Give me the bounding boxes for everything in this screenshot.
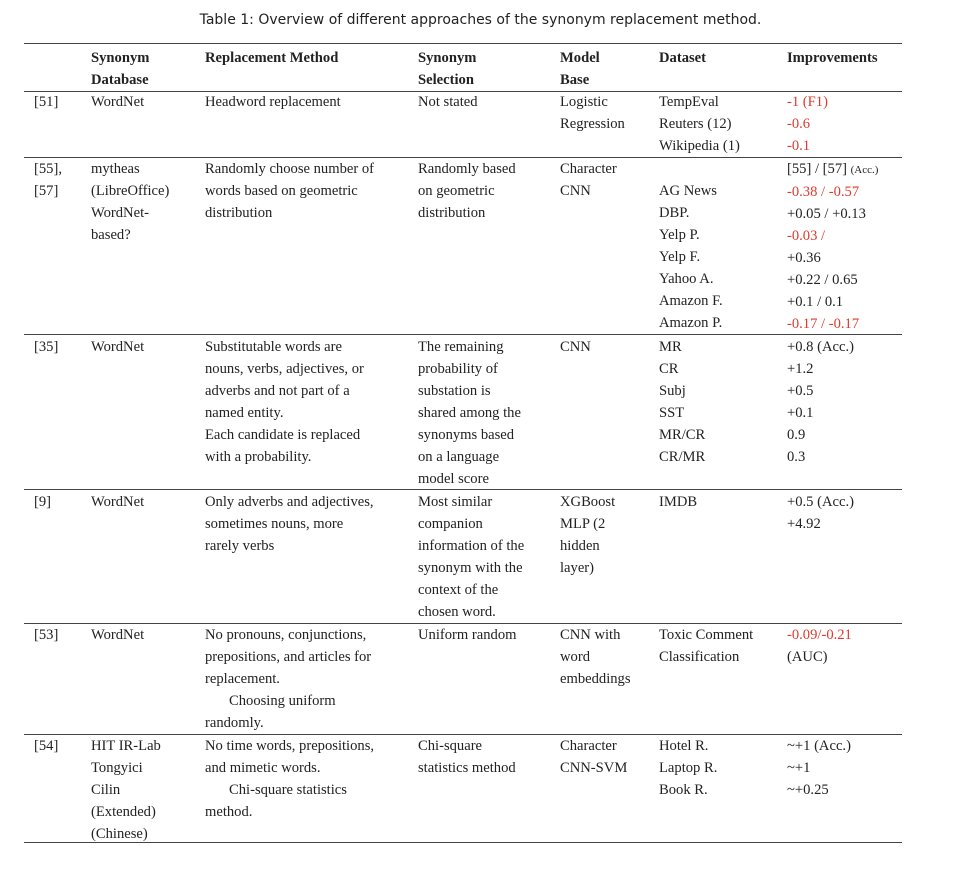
header-replacement-method: Replacement Method — [205, 50, 339, 66]
table-row-53-ref: [53] — [34, 627, 59, 643]
table-row-51-datasets: TempEval Reuters (12) Wikipedia (1) — [659, 94, 740, 154]
table-row-54-database: HIT IR-Lab Tongyici Cilin (Extended) (Chinese) — [91, 738, 161, 842]
table-row-51-improvements: -1 (F1) -0.6 -0.1 — [787, 94, 828, 154]
table-row-9-method: Only adverbs and adjectives, sometimes nouns, more rarely verbs — [205, 494, 374, 554]
rule-top — [24, 43, 902, 44]
table-row-9-improvements: +0.5 (Acc.) +4.92 — [787, 494, 854, 532]
header-dataset: Dataset — [659, 50, 707, 66]
table-row-54-ref: [54] — [34, 738, 59, 754]
table-row-55-57-ref: [55], [57] — [34, 161, 62, 199]
header-model-base: Model Base — [560, 50, 600, 88]
table-row-35-selection: The remaining probability of substation is shared among the synonyms based on a language model score — [418, 339, 521, 487]
table-row-35-datasets: MR CR Subj SST MR/CR CR/MR — [659, 339, 706, 465]
table-row-54-selection: Chi-square statistics method — [418, 738, 516, 776]
table-row-9-model: XGBoost MLP (2 hidden layer) — [560, 494, 616, 576]
table-row-35-improvements: +0.8 (Acc.) +1.2 +0.5 +0.1 0.9 0.3 — [787, 339, 854, 465]
header-synonym-database: Synonym Database — [91, 50, 150, 88]
table-row-51-database: WordNet — [91, 94, 145, 110]
table-row-51-ref: [51] — [34, 94, 59, 110]
table-row-55-57-improvements: [55] / [57] (Acc.) -0.38 / -0.57 +0.05 / +0.13 -0.03 / +0.36 +0.22 / 0.65 +0.1 / 0.1 -0.17 / -0.17 — [787, 161, 879, 332]
table-row-9-selection: Most similar companion information of the synonym with the context of the chosen word. — [418, 494, 525, 620]
table-row-35-model: CNN — [560, 339, 591, 355]
table-row-54-method: No time words, prepositions, and mimetic words. Chi-square statistics method. — [205, 738, 375, 820]
table-row-55-57-method: Randomly choose number of words based on geometric distribution — [205, 161, 375, 221]
table-row-35-method: Substitutable words are nouns, verbs, adjectives, or adverbs and not part of a named entity. Each candidate is replaced with a probability. — [205, 339, 364, 465]
table-row-9-datasets: IMDB — [659, 494, 698, 510]
table-row-53-database: WordNet — [91, 627, 145, 643]
table-row-35-ref: [35] — [34, 339, 59, 355]
table-row-53-selection: Uniform random — [418, 627, 517, 643]
table-row-9-database: WordNet — [91, 494, 145, 510]
table-row-55-57-selection: Randomly based on geometric distribution — [418, 161, 516, 221]
table-row-53-datasets: Toxic Comment Classification — [659, 627, 754, 665]
table-row-53-method: No pronouns, conjunctions, prepositions, and articles for replacement. Choosing uniform randomly. — [205, 627, 372, 731]
table-row-55-57-datasets: AG News DBP. Yelp P. Yelp F. Yahoo A. Amazon F. Amazon P. — [659, 183, 723, 331]
table-row-53-improvements: -0.09/-0.21 (AUC) — [787, 627, 852, 665]
table-caption: Table 1: Overview of different approaches of the synonym replacement method. — [199, 12, 762, 28]
table-row-54-datasets: Hotel R. Laptop R. Book R. — [659, 738, 718, 798]
table-row-51-selection: Not stated — [418, 94, 478, 110]
table-row-9-ref: [9] — [34, 494, 52, 510]
table-row-53-model: CNN with word embeddings — [560, 627, 631, 687]
table-row-54-improvements: ~+1 (Acc.) ~+1 ~+0.25 — [787, 738, 851, 798]
table-row-51-model: Logistic Regression — [560, 94, 625, 132]
table-row-51-method: Headword replacement — [205, 94, 341, 110]
rule-row2 — [24, 334, 902, 335]
header-improvements: Improvements — [787, 50, 878, 66]
table-row-55-57-model: Character CNN — [560, 161, 617, 199]
header-synonym-selection: Synonym Selection — [418, 50, 477, 88]
table-row-54-model: Character CNN-SVM — [560, 738, 628, 776]
table-row-55-57-database: mytheas (LibreOffice) WordNet- based? — [91, 161, 170, 243]
table-row-35-database: WordNet — [91, 339, 145, 355]
